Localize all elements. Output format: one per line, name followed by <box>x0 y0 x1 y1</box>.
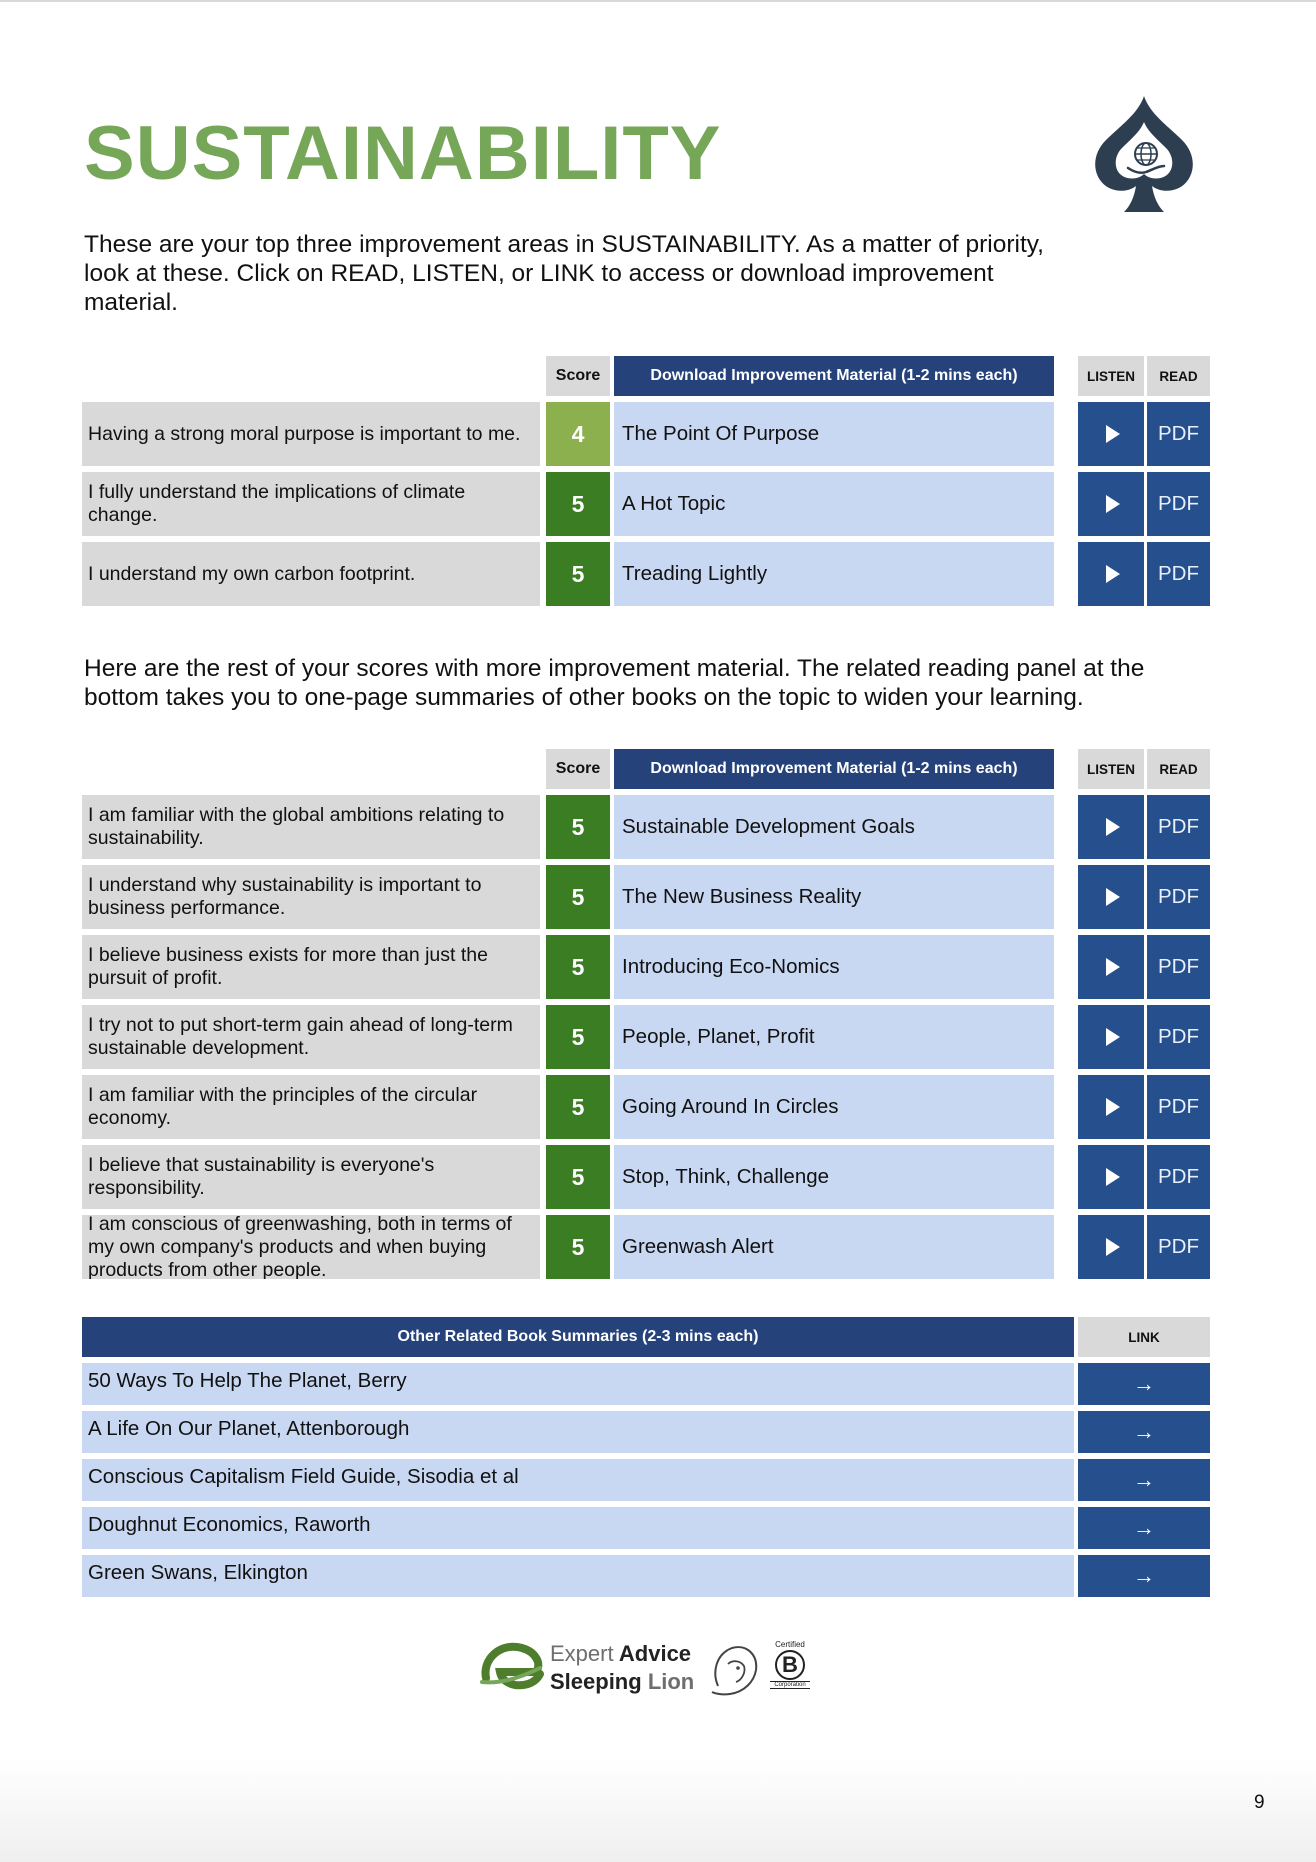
download-header: Download Improvement Material (1-2 mins each) <box>614 356 1054 396</box>
statement-cell <box>82 795 540 859</box>
certified-text: Certified <box>775 1640 805 1649</box>
brand-word-expert: Expert <box>550 1641 614 1666</box>
score-cell: 5 <box>546 1215 610 1279</box>
table-row <box>82 865 1210 929</box>
book-link-button[interactable] <box>1078 1555 1210 1597</box>
download-header: Download Improvement Material (1-2 mins each) <box>614 749 1054 789</box>
play-icon <box>1106 818 1120 836</box>
read-pdf-button[interactable]: PDF <box>1147 1075 1210 1139</box>
statement-text: I am familiar with the global ambitions relating to sustainability. <box>88 804 505 849</box>
material-title[interactable]: Going Around In Circles <box>614 1075 1054 1139</box>
book-row <box>82 1507 1210 1549</box>
statement-text: I believe business exists for more than just the pursuit of profit. <box>88 944 488 989</box>
score-cell: 5 <box>546 542 610 606</box>
table-rows <box>82 795 1210 1279</box>
page-title: SUSTAINABILITY <box>84 111 722 196</box>
arrow-right-icon: → <box>1133 1467 1155 1492</box>
score-header: Score <box>546 749 610 789</box>
table-row <box>82 935 1210 999</box>
page-number: 9 <box>1254 1792 1265 1813</box>
book-title[interactable]: Conscious Capitalism Field Guide, Sisodia et al <box>82 1459 1074 1501</box>
score-header: Score <box>546 356 610 396</box>
page-bottom-shade <box>0 1760 1316 1862</box>
read-pdf-button[interactable]: PDF <box>1147 865 1210 929</box>
book-link-button[interactable] <box>1078 1363 1210 1405</box>
play-icon <box>1106 888 1120 906</box>
read-header: READ <box>1147 356 1210 396</box>
arrow-right-icon: → <box>1133 1515 1155 1540</box>
page-top-edge <box>0 0 1316 2</box>
material-title[interactable]: The Point Of Purpose <box>614 402 1054 466</box>
table-row <box>82 402 1210 466</box>
table-row <box>82 472 1210 536</box>
listen-button[interactable] <box>1078 1145 1144 1209</box>
material-title[interactable]: A Hot Topic <box>614 472 1054 536</box>
listen-header: LISTEN <box>1078 749 1144 789</box>
footer-brand-logos <box>480 1634 820 1704</box>
arrow-right-icon: → <box>1133 1419 1155 1444</box>
expert-advice-logo-icon <box>480 1638 548 1698</box>
statement-text: Having a strong moral purpose is important to me. <box>88 422 521 445</box>
listen-header: LISTEN <box>1078 356 1144 396</box>
read-pdf-button[interactable]: PDF <box>1147 542 1210 606</box>
listen-button[interactable] <box>1078 1005 1144 1069</box>
top-improvement-table <box>82 356 1210 606</box>
book-title[interactable]: 50 Ways To Help The Planet, Berry <box>82 1363 1074 1405</box>
listen-button[interactable] <box>1078 542 1144 606</box>
book-row <box>82 1363 1210 1405</box>
score-cell: 5 <box>546 1005 610 1069</box>
statement-cell <box>82 1215 540 1279</box>
brand-word-advice: Advice <box>618 1641 692 1666</box>
material-title[interactable]: Stop, Think, Challenge <box>614 1145 1054 1209</box>
books-header <box>82 1317 1210 1357</box>
statement-cell <box>82 402 540 466</box>
material-title[interactable]: Introducing Eco-Nomics <box>614 935 1054 999</box>
statement-cell <box>82 1075 540 1139</box>
material-title[interactable]: People, Planet, Profit <box>614 1005 1054 1069</box>
arrow-right-icon: → <box>1133 1563 1155 1588</box>
play-icon <box>1106 1028 1120 1046</box>
read-header: READ <box>1147 749 1210 789</box>
score-cell: 5 <box>546 1075 610 1139</box>
play-icon <box>1106 565 1120 583</box>
book-row <box>82 1555 1210 1597</box>
listen-button[interactable] <box>1078 472 1144 536</box>
table-header <box>82 356 1210 396</box>
read-pdf-button[interactable]: PDF <box>1147 1005 1210 1069</box>
related-books-table <box>82 1317 1210 1597</box>
statement-cell <box>82 1145 540 1209</box>
book-link-button[interactable] <box>1078 1459 1210 1501</box>
play-icon <box>1106 1098 1120 1116</box>
statement-cell <box>82 472 540 536</box>
score-cell: 4 <box>546 402 610 466</box>
statement-text: I try not to put short-term gain ahead of long-term sustainable development. <box>88 1014 513 1059</box>
intro-text-2: Here are the rest of your scores with more improvement material. The related reading panel at the bottom takes you to one-page summaries of other books on the topic to widen your learning. <box>84 655 1145 711</box>
listen-button[interactable] <box>1078 402 1144 466</box>
table-row <box>82 1215 1210 1279</box>
score-cell: 5 <box>546 1145 610 1209</box>
read-pdf-button[interactable]: PDF <box>1147 795 1210 859</box>
read-pdf-button[interactable]: PDF <box>1147 1215 1210 1279</box>
material-title[interactable]: The New Business Reality <box>614 865 1054 929</box>
statement-text: I understand why sustainability is important to business performance. <box>88 874 482 919</box>
read-pdf-button[interactable]: PDF <box>1147 935 1210 999</box>
corporation-text: Corporation <box>770 1681 810 1689</box>
book-row <box>82 1411 1210 1453</box>
table-row <box>82 795 1210 859</box>
link-header: LINK <box>1078 1317 1210 1357</box>
material-title[interactable]: Treading Lightly <box>614 542 1054 606</box>
listen-button[interactable] <box>1078 1215 1144 1279</box>
intro-text: These are your top three improvement areas in SUSTAINABILITY. As a matter of priority, look at these. Click on READ, LISTEN, or LINK to access or download improvement material. <box>84 231 1044 316</box>
brand-word-lion: Lion <box>647 1669 695 1694</box>
listen-button[interactable] <box>1078 935 1144 999</box>
table-row <box>82 542 1210 606</box>
statement-cell <box>82 865 540 929</box>
statement-cell <box>82 1005 540 1069</box>
b-corp-certification <box>770 1640 810 1689</box>
book-rows <box>82 1363 1210 1597</box>
listen-button[interactable] <box>1078 1075 1144 1139</box>
score-cell: 5 <box>546 472 610 536</box>
statement-text: I understand my own carbon footprint. <box>88 562 416 585</box>
book-row <box>82 1459 1210 1501</box>
table-row <box>82 1005 1210 1069</box>
book-title[interactable]: Doughnut Economics, Raworth <box>82 1507 1074 1549</box>
brand-word-sleeping: Sleeping <box>550 1669 642 1694</box>
book-title[interactable]: A Life On Our Planet, Attenborough <box>82 1411 1074 1453</box>
play-icon <box>1106 958 1120 976</box>
table-header <box>82 749 1210 789</box>
listen-button[interactable] <box>1078 795 1144 859</box>
statement-cell <box>82 542 540 606</box>
play-icon <box>1106 425 1120 443</box>
play-icon <box>1106 1238 1120 1256</box>
rest-scores-table <box>82 749 1210 1279</box>
listen-button[interactable] <box>1078 865 1144 929</box>
lion-head-icon <box>710 1642 762 1700</box>
read-pdf-button[interactable]: PDF <box>1147 1145 1210 1209</box>
statement-text: I am conscious of greenwashing, both in terms of my own company's products and when buying products from other people. <box>88 1215 512 1279</box>
score-cell: 5 <box>546 795 610 859</box>
score-cell: 5 <box>546 935 610 999</box>
play-icon <box>1106 1168 1120 1186</box>
statement-text: I believe that sustainability is everyone's responsibility. <box>88 1154 435 1199</box>
read-pdf-button[interactable]: PDF <box>1147 472 1210 536</box>
material-title[interactable]: Sustainable Development Goals <box>614 795 1054 859</box>
table-row <box>82 1075 1210 1139</box>
table-row <box>82 1145 1210 1209</box>
book-title[interactable]: Green Swans, Elkington <box>82 1555 1074 1597</box>
book-link-button[interactable] <box>1078 1507 1210 1549</box>
spade-globe-hand-icon <box>1090 92 1198 218</box>
statement-text: I fully understand the implications of climate change. <box>88 481 466 526</box>
read-pdf-button[interactable]: PDF <box>1147 402 1210 466</box>
material-title[interactable]: Greenwash Alert <box>614 1215 1054 1279</box>
statement-text: I am familiar with the principles of the circular economy. <box>88 1084 478 1129</box>
score-cell: 5 <box>546 865 610 929</box>
footer-brand-text <box>550 1640 694 1696</box>
table-rows <box>82 402 1210 606</box>
books-header-title: Other Related Book Summaries (2-3 mins each) <box>82 1317 1074 1357</box>
book-link-button[interactable] <box>1078 1411 1210 1453</box>
arrow-right-icon: → <box>1133 1371 1155 1396</box>
b-corp-mark: B <box>775 1650 805 1680</box>
play-icon <box>1106 495 1120 513</box>
statement-cell <box>82 935 540 999</box>
